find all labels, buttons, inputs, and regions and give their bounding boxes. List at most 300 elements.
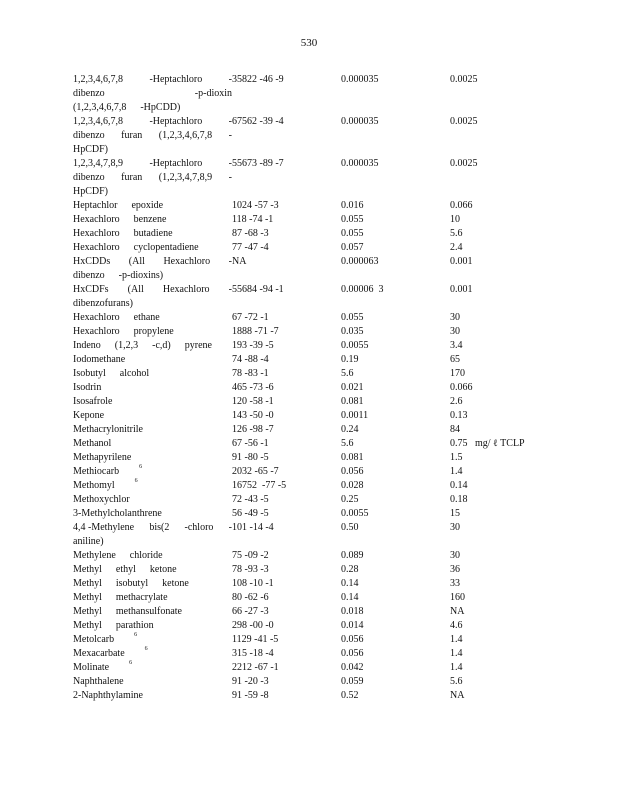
cas-number: 1129 -41 -5 — [232, 634, 279, 645]
table-row — [73, 619, 593, 633]
constituent-name — [73, 493, 232, 507]
table-row — [73, 675, 593, 689]
constituent-name-line — [73, 353, 232, 367]
name-word: Methanol — [73, 438, 112, 449]
constituent-name-line — [73, 549, 232, 563]
name-word: Methyl — [73, 564, 102, 575]
cas-number: 91 -59 -8 — [232, 690, 269, 701]
table-row — [73, 423, 593, 437]
name-word: Isobutyl — [73, 368, 106, 379]
cas-number: 1888 -71 -7 — [232, 326, 279, 337]
constituent-name-line — [73, 199, 232, 213]
cas-number: 55684 -94 -1 — [232, 284, 284, 295]
wastewater-standard: 0.19 — [341, 354, 359, 365]
table-row — [73, 255, 593, 283]
nonwastewater-standard: 160 — [450, 592, 465, 603]
name-word: pyrene — [184, 340, 212, 351]
cas-number: 74 -88 -4 — [232, 354, 269, 365]
nonwastewater-standard: 0.001 — [450, 256, 473, 267]
table-row — [73, 241, 593, 255]
cas-number: 91 -20 -3 — [232, 676, 269, 687]
cas-number: 91 -80 -5 — [232, 452, 269, 463]
wastewater-standard: 0.055 — [341, 312, 364, 323]
constituent-name-line — [73, 381, 232, 395]
constituent-name — [73, 283, 232, 311]
name-word: methansulfonate — [115, 606, 182, 617]
wastewater-standard: 0.057 — [341, 242, 364, 253]
constituent-name-line — [73, 115, 232, 129]
constituent-name — [73, 549, 232, 563]
nonwastewater-standard: 0.066 — [450, 382, 473, 393]
page-number: 530 — [300, 37, 318, 49]
name-word: HxCDFs — [73, 284, 109, 295]
nonwastewater-standard: 0.066 — [450, 200, 473, 211]
cas-number: NA — [232, 256, 247, 267]
cas-number: 77 -47 -4 — [232, 242, 269, 253]
constituents-table — [73, 73, 593, 703]
name-word: -chloro — [184, 522, 214, 533]
wastewater-standard: 0.028 — [341, 480, 364, 491]
name-word: Isosafrole — [73, 396, 113, 407]
constituent-name — [73, 255, 232, 283]
cas-number: 465 -73 -6 — [232, 382, 274, 393]
cas-number: 67 -56 -1 — [232, 438, 269, 449]
name-word: -Heptachloro — [149, 158, 203, 169]
wastewater-standard: 0.000035 — [341, 116, 379, 127]
name-word: furan — [121, 130, 143, 141]
name-word: 2-Naphthylamine — [73, 690, 143, 701]
wastewater-standard: 0.059 — [341, 676, 364, 687]
constituent-name-line — [73, 647, 232, 661]
constituent-name — [73, 367, 232, 381]
table-row — [73, 213, 593, 227]
cas-number: 75 -09 -2 — [232, 550, 269, 561]
constituent-name-line — [73, 605, 232, 619]
nonwastewater-standard: 0.0025 — [450, 158, 478, 169]
table-row — [73, 661, 593, 675]
constituent-name — [73, 591, 232, 605]
constituent-name — [73, 381, 232, 395]
constituent-name-line — [73, 535, 232, 549]
name-word: Methyl — [73, 578, 102, 589]
nonwastewater-standard: 0.0025 — [450, 116, 478, 127]
name-word: 4,4 -Methylene — [73, 522, 135, 533]
constituent-name — [73, 577, 232, 591]
name-word: propylene — [133, 326, 174, 337]
wastewater-standard: 0.0055 — [341, 508, 369, 519]
nonwastewater-standard: 0.14 — [450, 480, 468, 491]
wastewater-standard: 0.055 — [341, 214, 364, 225]
constituent-name — [73, 563, 232, 577]
wastewater-standard: 0.50 — [341, 522, 359, 533]
wastewater-standard: 0.014 — [341, 620, 364, 631]
wastewater-standard: 5.6 — [341, 438, 354, 449]
cas-number: 80 -62 -6 — [232, 592, 269, 603]
constituent-name-line — [73, 521, 232, 535]
nonwastewater-standard: 0.75 mg/ ℓ TCLP — [450, 438, 525, 449]
wastewater-standard: 0.000063 — [341, 256, 379, 267]
nonwastewater-standard: 10 — [450, 214, 460, 225]
name-word: (1,2,3,4,6,7,8 — [73, 102, 127, 113]
table-row — [73, 521, 593, 549]
name-word: Methiocarb — [73, 466, 120, 477]
nonwastewater-standard: 4.6 — [450, 620, 463, 631]
table-row — [73, 381, 593, 395]
table-row — [73, 591, 593, 605]
cas-number: 193 -39 -5 — [232, 340, 274, 351]
constituent-name — [73, 647, 232, 661]
cas-number: 56 -49 -5 — [232, 508, 269, 519]
cas-number: 315 -18 -4 — [232, 648, 274, 659]
wastewater-standard: 5.6 — [341, 368, 354, 379]
name-word: Methoxychlor — [73, 494, 130, 505]
wastewater-standard: 0.52 — [341, 690, 359, 701]
name-word: dibenzo — [73, 130, 105, 141]
name-word: (All — [127, 284, 144, 295]
name-word: (1,2,3,4,7,8,9 — [158, 172, 213, 183]
constituent-name-line — [73, 577, 232, 591]
table-row — [73, 325, 593, 339]
constituent-name-line — [73, 661, 232, 675]
name-word: Mexacarbate — [73, 648, 125, 659]
constituent-name-line — [73, 87, 232, 101]
nonwastewater-standard: 30 — [450, 312, 460, 323]
name-word: 1,2,3,4,6,7,8 — [73, 74, 123, 85]
name-word: ethane — [133, 312, 160, 323]
name-word: Heptachlor — [73, 200, 118, 211]
constituent-name-line — [73, 619, 232, 633]
name-word: -Heptachloro — [149, 74, 203, 85]
constituent-name — [73, 311, 232, 325]
table-row — [73, 367, 593, 381]
nonwastewater-standard: 5.6 — [450, 676, 463, 687]
name-word: ketone — [149, 564, 177, 575]
wastewater-standard: 0.00006 3 — [341, 284, 384, 295]
constituent-name-line — [73, 493, 232, 507]
constituent-name — [73, 227, 232, 241]
name-word: dibenzo — [73, 270, 105, 281]
cas-number: 298 -00 -0 — [232, 620, 274, 631]
name-word: Methacrylonitrile — [73, 424, 143, 435]
nonwastewater-standard: NA — [450, 690, 465, 701]
name-word: Hexachloro — [73, 312, 120, 323]
name-word: -p-dioxin — [194, 88, 232, 99]
cas-number: 1024 -57 -3 — [232, 200, 279, 211]
nonwastewater-standard: 3.4 — [450, 340, 463, 351]
constituent-name-line — [73, 689, 232, 703]
table-row — [73, 647, 593, 661]
table-row — [73, 311, 593, 325]
constituent-name — [73, 353, 232, 367]
constituent-name-line — [73, 185, 232, 199]
table-row — [73, 199, 593, 213]
constituent-name-line — [73, 255, 232, 269]
wastewater-standard: 0.24 — [341, 424, 359, 435]
name-word: bis(2 — [149, 522, 170, 533]
nonwastewater-standard: 84 — [450, 424, 460, 435]
table-row — [73, 73, 593, 115]
constituent-name-line — [73, 367, 232, 381]
constituent-name — [73, 619, 232, 633]
wastewater-standard: 0.018 — [341, 606, 364, 617]
cas-number: 78 -83 -1 — [232, 368, 269, 379]
nonwastewater-standard: 2.6 — [450, 396, 463, 407]
table-row — [73, 437, 593, 451]
table-row — [73, 283, 593, 311]
constituent-name — [73, 199, 232, 213]
constituent-name-line — [73, 409, 232, 423]
cas-number: 55673 -89 -7 — [232, 158, 284, 169]
table-row — [73, 395, 593, 409]
constituent-name — [73, 451, 232, 465]
wastewater-standard: 0.035 — [341, 326, 364, 337]
nonwastewater-standard: 65 — [450, 354, 460, 365]
name-word: Hexachloro — [162, 284, 210, 295]
cas-number: 72 -43 -5 — [232, 494, 269, 505]
constituent-name — [73, 423, 232, 437]
constituent-name-line — [73, 479, 232, 493]
cas-number: 2212 -67 -1 — [232, 662, 279, 673]
wastewater-standard: 0.000035 — [341, 158, 379, 169]
name-word: HxCDDs — [73, 256, 111, 267]
name-word: Methylene — [73, 550, 116, 561]
wastewater-standard: 0.056 — [341, 634, 364, 645]
wastewater-standard: 0.081 — [341, 396, 364, 407]
constituent-name-line — [73, 73, 232, 87]
name-word: (1,2,3 — [114, 340, 139, 351]
constituent-name — [73, 339, 232, 353]
nonwastewater-standard: 30 — [450, 522, 460, 533]
cas-number: 143 -50 -0 — [232, 410, 274, 421]
cas-number: 78 -93 -3 — [232, 564, 269, 575]
name-word: epoxide — [131, 200, 164, 211]
wastewater-standard: 0.056 — [341, 466, 364, 477]
constituent-name-line — [73, 633, 232, 647]
wastewater-standard: 0.016 — [341, 200, 364, 211]
table-row — [73, 633, 593, 647]
name-word: ketone — [162, 578, 189, 589]
constituent-name — [73, 409, 232, 423]
name-word: Hexachloro — [73, 214, 120, 225]
constituent-name — [73, 521, 232, 549]
name-word: (1,2,3,4,6,7,8 — [158, 130, 213, 141]
name-word: - — [228, 130, 232, 141]
table-row — [73, 353, 593, 367]
name-word: methacrylate — [115, 592, 168, 603]
name-word: -HpCDD) — [140, 102, 181, 113]
name-word: chloride — [129, 550, 163, 561]
wastewater-standard: 0.089 — [341, 550, 364, 561]
constituent-name-line — [73, 213, 232, 227]
constituent-name-line — [73, 157, 232, 171]
constituent-name-line — [73, 297, 232, 311]
cas-number: 67562 -39 -4 — [232, 116, 284, 127]
nonwastewater-standard: 30 — [450, 326, 460, 337]
constituent-name — [73, 675, 232, 689]
table-row — [73, 507, 593, 521]
name-word: - — [228, 284, 232, 295]
constituent-name-line — [73, 507, 232, 521]
table-row — [73, 339, 593, 353]
table-row — [73, 605, 593, 619]
footnote-marker: 6 — [134, 632, 138, 638]
name-word: 1,2,3,4,6,7,8 — [73, 116, 123, 127]
wastewater-standard: 0.056 — [341, 648, 364, 659]
constituent-name-line — [73, 129, 232, 143]
table-row — [73, 115, 593, 157]
cas-number: 118 -74 -1 — [232, 214, 274, 225]
constituent-name-line — [73, 269, 232, 283]
constituent-name-line — [73, 563, 232, 577]
name-word: Metolcarb — [73, 634, 115, 645]
nonwastewater-standard: 1.5 — [450, 452, 463, 463]
name-word: -c,d) — [152, 340, 171, 351]
name-word: aniline) — [73, 536, 104, 547]
nonwastewater-standard: 33 — [450, 578, 460, 589]
constituent-name-line — [73, 241, 232, 255]
constituent-name-line — [73, 171, 232, 185]
table-row — [73, 409, 593, 423]
name-word: -p-dioxins) — [118, 270, 164, 281]
table-row — [73, 465, 593, 479]
constituent-name-line — [73, 451, 232, 465]
constituent-name-line — [73, 395, 232, 409]
name-word: Iodomethane — [73, 354, 126, 365]
name-word: Methyl — [73, 620, 102, 631]
nonwastewater-standard: 1.4 — [450, 466, 463, 477]
constituent-name — [73, 395, 232, 409]
wastewater-standard: 0.0011 — [341, 410, 369, 421]
wastewater-standard: 0.0055 — [341, 340, 369, 351]
nonwastewater-standard: 0.18 — [450, 494, 468, 505]
cas-number: 87 -68 -3 — [232, 228, 269, 239]
nonwastewater-standard: 1.4 — [450, 634, 463, 645]
constituent-name — [73, 507, 232, 521]
wastewater-standard: 0.25 — [341, 494, 359, 505]
name-word: Methapyrilene — [73, 452, 132, 463]
name-word: isobutyl — [115, 578, 149, 589]
footnote-marker: 6 — [134, 478, 138, 484]
table-row — [73, 227, 593, 241]
nonwastewater-standard: 15 — [450, 508, 460, 519]
constituent-name — [73, 437, 232, 451]
nonwastewater-standard: 170 — [450, 368, 465, 379]
wastewater-standard: 0.14 — [341, 592, 359, 603]
cas-number: 66 -27 -3 — [232, 606, 269, 617]
name-word: Naphthalene — [73, 676, 124, 687]
constituent-name — [73, 213, 232, 227]
name-word: - — [228, 172, 232, 183]
table-row — [73, 563, 593, 577]
name-word: (All — [128, 256, 145, 267]
cas-number: 126 -98 -7 — [232, 424, 274, 435]
nonwastewater-standard: 36 — [450, 564, 460, 575]
name-word: - — [228, 522, 232, 533]
name-word: Methyl — [73, 606, 102, 617]
constituent-name-line — [73, 675, 232, 689]
constituent-name — [73, 479, 232, 493]
nonwastewater-standard: 0.001 — [450, 284, 473, 295]
name-word: cyclopentadiene — [133, 242, 199, 253]
name-word: dibenzofurans) — [73, 298, 133, 309]
constituent-name — [73, 633, 232, 647]
table-row — [73, 549, 593, 563]
nonwastewater-standard: 2.4 — [450, 242, 463, 253]
name-word: - — [228, 256, 232, 267]
constituent-name — [73, 689, 232, 703]
table-row — [73, 689, 593, 703]
cas-number: 108 -10 -1 — [232, 578, 274, 589]
table-row — [73, 157, 593, 199]
footnote-marker: 6 — [129, 660, 133, 666]
table-row — [73, 479, 593, 493]
constituent-name — [73, 241, 232, 255]
name-word: Indeno — [73, 340, 101, 351]
constituent-name-line — [73, 101, 232, 115]
nonwastewater-standard: 0.0025 — [450, 74, 478, 85]
name-word: benzene — [133, 214, 167, 225]
table-row — [73, 577, 593, 591]
constituent-name-line — [73, 339, 232, 353]
cas-number: 120 -58 -1 — [232, 396, 274, 407]
table-row — [73, 451, 593, 465]
name-word: Hexachloro — [163, 256, 211, 267]
name-word: -Heptachloro — [149, 116, 203, 127]
nonwastewater-standard: NA — [450, 606, 465, 617]
name-word: alcohol — [119, 368, 150, 379]
constituent-name — [73, 73, 232, 115]
name-word: furan — [121, 172, 143, 183]
name-word: 1,2,3,4,7,8,9 — [73, 158, 123, 169]
constituent-name — [73, 157, 232, 199]
cas-number: 2032 -65 -7 — [232, 466, 279, 477]
nonwastewater-standard: 30 — [450, 550, 460, 561]
nonwastewater-standard: 1.4 — [450, 648, 463, 659]
wastewater-standard: 0.14 — [341, 578, 359, 589]
constituent-name-line — [73, 311, 232, 325]
name-word: HpCDF) — [73, 144, 109, 155]
constituent-name-line — [73, 465, 232, 479]
wastewater-standard: 0.055 — [341, 228, 364, 239]
wastewater-standard: 0.042 — [341, 662, 364, 673]
wastewater-standard: 0.081 — [341, 452, 364, 463]
name-word: - — [228, 116, 232, 127]
constituent-name — [73, 115, 232, 157]
name-word: ethyl — [115, 564, 136, 575]
wastewater-standard: 0.28 — [341, 564, 359, 575]
nonwastewater-standard: 5.6 — [450, 228, 463, 239]
name-word: 3-Methylcholanthrene — [73, 508, 162, 519]
name-word: - — [228, 158, 232, 169]
nonwastewater-standard: 1.4 — [450, 662, 463, 673]
constituent-name-line — [73, 437, 232, 451]
constituent-name-line — [73, 325, 232, 339]
cas-number: 16752 -77 -5 — [232, 480, 287, 491]
name-word: butadiene — [133, 228, 173, 239]
name-word: - — [228, 74, 232, 85]
name-word: Isodrin — [73, 382, 102, 393]
wastewater-standard: 0.000035 — [341, 74, 379, 85]
constituent-name — [73, 605, 232, 619]
constituent-name — [73, 325, 232, 339]
name-word: Hexachloro — [73, 242, 120, 253]
constituent-name-line — [73, 423, 232, 437]
table-row — [73, 493, 593, 507]
name-word: Hexachloro — [73, 326, 120, 337]
name-word: HpCDF) — [73, 186, 109, 197]
name-word: Hexachloro — [73, 228, 120, 239]
name-word: dibenzo — [73, 88, 105, 99]
